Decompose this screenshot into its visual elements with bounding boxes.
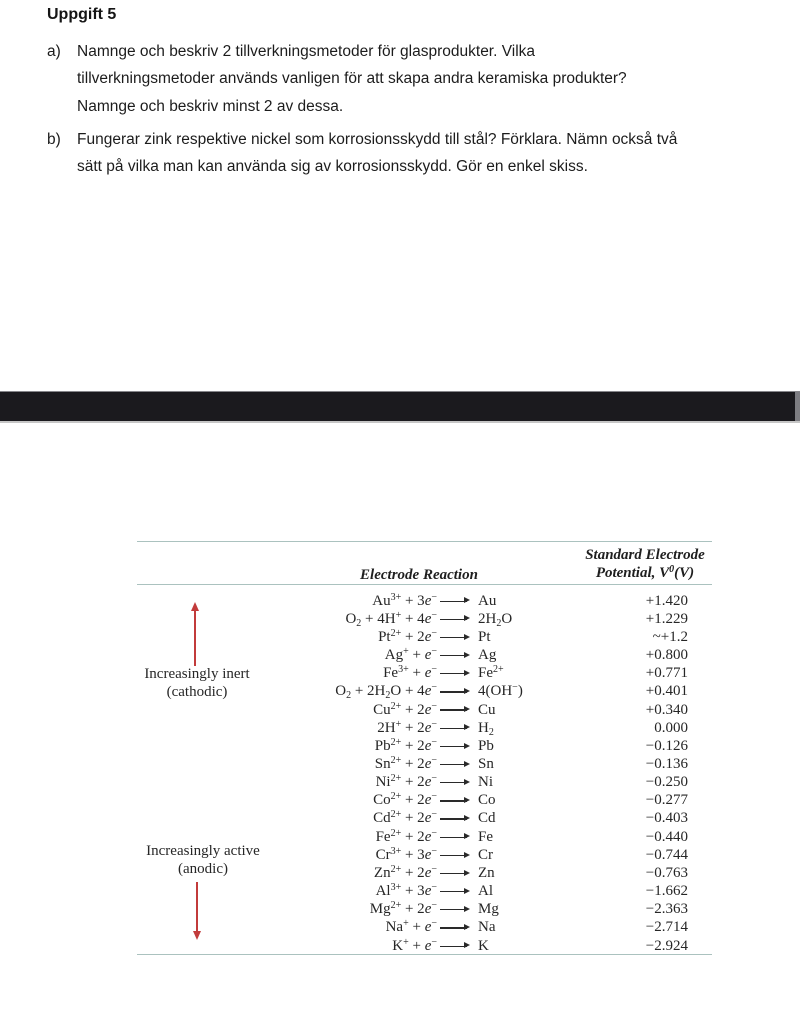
reaction-products: Al bbox=[478, 883, 493, 900]
long-right-arrow-icon bbox=[440, 832, 470, 842]
reaction-reactants: $Zn^{2+} + 2e^-$ bbox=[373, 863, 437, 881]
reaction-products: Pt bbox=[478, 628, 491, 645]
standard-potential-value: −0.403 bbox=[645, 810, 688, 827]
long-right-arrow-icon bbox=[440, 614, 470, 624]
question-text-line: Namnge och beskriv 2 tillverkningsmetoder för glasprodukter. Vilka bbox=[77, 43, 536, 60]
column-header-standard-potential bbox=[578, 547, 712, 582]
reaction-arrow-cell bbox=[437, 666, 473, 681]
reaction-reactants: $Cr^{3+} + 3e^-$ bbox=[375, 845, 437, 863]
reaction-row bbox=[137, 737, 712, 755]
question-a-label: a) bbox=[47, 43, 61, 60]
standard-potential-value: −0.250 bbox=[645, 774, 688, 791]
reaction-reactants: 2H+ + 2e− bbox=[377, 718, 437, 736]
reaction-products: Au bbox=[478, 592, 497, 609]
reaction-arrow-cell bbox=[437, 884, 473, 899]
reaction-arrow-cell bbox=[437, 848, 473, 863]
reaction-row bbox=[137, 610, 712, 628]
reaction-products: Cu bbox=[478, 701, 496, 718]
reaction-row bbox=[137, 646, 712, 664]
reaction-row bbox=[137, 937, 712, 955]
standard-potential-value: −1.662 bbox=[645, 883, 688, 900]
standard-potential-value: +0.401 bbox=[645, 683, 688, 700]
reaction-reactants: $Au^{3+} + 3e^-$ bbox=[372, 591, 437, 609]
reaction-row bbox=[137, 792, 712, 810]
reaction-arrow-cell bbox=[437, 757, 473, 772]
reaction-arrow-cell bbox=[437, 703, 473, 718]
reaction-reactants: Ag+ + e− bbox=[384, 646, 437, 664]
reaction-arrow-cell bbox=[437, 630, 473, 645]
column-header-electrode-reaction: Electrode Reaction bbox=[360, 567, 478, 583]
reaction-products: Pb bbox=[478, 737, 494, 754]
reaction-products: 4(OH−) bbox=[478, 682, 523, 700]
long-right-arrow-icon bbox=[440, 814, 470, 824]
reaction-products: Cd bbox=[478, 810, 496, 827]
active-label-line2: (anodic) bbox=[178, 860, 228, 877]
standard-potential-value: +1.420 bbox=[645, 592, 688, 609]
reaction-reactants: $O_2 + 4H^+ + 4e^-$ bbox=[345, 609, 437, 629]
reaction-arrow-cell bbox=[437, 648, 473, 663]
reaction-products: Sn bbox=[478, 755, 494, 772]
active-axis-label bbox=[137, 843, 269, 878]
standard-potential-value: +0.771 bbox=[645, 665, 688, 682]
long-right-arrow-icon bbox=[440, 905, 470, 915]
reaction-products: Ni bbox=[478, 774, 493, 791]
standard-potential-value: −0.763 bbox=[645, 864, 688, 881]
reaction-rows bbox=[137, 592, 712, 955]
reaction-reactants: K+ + e− bbox=[392, 936, 437, 954]
standard-potential-value: −0.136 bbox=[645, 755, 688, 772]
question-text-line: Namnge och beskriv minst 2 av dessa. bbox=[77, 97, 344, 115]
question-a bbox=[47, 38, 627, 120]
reaction-products: Na bbox=[478, 919, 496, 936]
separator-bar-edge bbox=[795, 392, 800, 421]
reaction-reactants: $Pt^{2+} + 2e^-$ bbox=[378, 627, 437, 645]
bottom-rule bbox=[137, 954, 712, 955]
long-right-arrow-icon bbox=[440, 687, 470, 697]
reaction-products: Ag bbox=[478, 647, 497, 664]
reaction-row bbox=[137, 701, 712, 719]
standard-potential-value: ~+1.2 bbox=[652, 628, 688, 645]
column-header-potential-line1: Standard Electrode bbox=[585, 547, 705, 563]
reaction-reactants: $Cu^{2+} + 2e^-$ bbox=[373, 700, 437, 718]
reaction-arrow-cell bbox=[437, 920, 473, 935]
long-right-arrow-icon bbox=[440, 778, 470, 788]
reaction-arrow-cell bbox=[437, 721, 473, 736]
reaction-reactants: $Mg^{2+} + 2e^-$ bbox=[369, 900, 437, 918]
long-right-arrow-icon bbox=[440, 669, 470, 679]
question-b-label: b) bbox=[47, 131, 61, 148]
reaction-products: Fe bbox=[478, 828, 493, 845]
question-text-line: tillverkningsmetoder används vanligen för att skapa andra keramiska produkter? bbox=[77, 70, 627, 88]
reaction-row bbox=[137, 901, 712, 919]
long-right-arrow-icon bbox=[440, 760, 470, 770]
reaction-products: $Fe^{2+}$ bbox=[478, 664, 504, 682]
standard-potential-value: −0.126 bbox=[645, 737, 688, 754]
column-header-potential-line2: Potential, $V^0(V)$ bbox=[595, 563, 695, 581]
reaction-products: Zn bbox=[478, 864, 495, 881]
active-label-line1: Increasingly active bbox=[146, 843, 260, 859]
reaction-arrow-cell bbox=[437, 939, 473, 954]
separator-bar bbox=[0, 391, 800, 421]
reaction-arrow-cell bbox=[437, 684, 473, 699]
reaction-arrow-cell bbox=[437, 775, 473, 790]
reaction-arrow-cell bbox=[437, 594, 473, 609]
question-b bbox=[47, 126, 677, 181]
long-right-arrow-icon bbox=[440, 632, 470, 642]
reaction-arrow-cell bbox=[437, 902, 473, 917]
reaction-row bbox=[137, 883, 712, 901]
standard-potential-value: +0.340 bbox=[645, 701, 688, 718]
electrode-potential-table bbox=[137, 541, 712, 956]
reaction-arrow-cell bbox=[437, 793, 473, 808]
question-text-line: sätt på vilka man kan använda sig av korrosionsskydd. Gör en enkel skiss. bbox=[77, 158, 588, 176]
standard-potential-value: −2.714 bbox=[645, 919, 688, 936]
standard-potential-value: +0.800 bbox=[645, 647, 688, 664]
reaction-reactants: $Pb^{2+} + 2e^-$ bbox=[374, 736, 437, 754]
reaction-row bbox=[137, 919, 712, 937]
reaction-reactants: $Sn^{2+} + 2e^-$ bbox=[374, 754, 437, 772]
long-right-arrow-icon bbox=[440, 596, 470, 606]
page-title: Uppgift 5 bbox=[47, 6, 117, 23]
long-right-arrow-icon bbox=[440, 868, 470, 878]
long-right-arrow-icon bbox=[440, 850, 470, 860]
long-right-arrow-icon bbox=[440, 796, 470, 806]
reaction-arrow-cell bbox=[437, 811, 473, 826]
reaction-arrow-cell bbox=[437, 866, 473, 881]
inert-label-line1: Increasingly inert bbox=[144, 666, 250, 682]
long-right-arrow-icon bbox=[440, 705, 470, 715]
long-right-arrow-icon bbox=[440, 723, 470, 733]
question-text-line: Fungerar zink respektive nickel som korrosionsskydd till stål? Förklara. Nämn också två bbox=[77, 131, 678, 148]
standard-potential-value: −0.744 bbox=[645, 846, 688, 863]
standard-potential-value: −2.363 bbox=[645, 901, 688, 918]
up-arrow-icon bbox=[194, 610, 196, 666]
reaction-products: K bbox=[478, 937, 489, 954]
reaction-arrow-cell bbox=[437, 612, 473, 627]
reaction-reactants: $Co^{2+} + 2e^-$ bbox=[373, 791, 437, 809]
question-b-text bbox=[77, 126, 677, 181]
reaction-row bbox=[137, 719, 712, 737]
question-a-text bbox=[77, 38, 627, 120]
long-right-arrow-icon bbox=[440, 941, 470, 951]
reaction-row bbox=[137, 592, 712, 610]
standard-potential-value: −0.277 bbox=[645, 792, 688, 809]
long-right-arrow-icon bbox=[440, 741, 470, 751]
reaction-products: $2H_2O$ bbox=[478, 610, 513, 629]
standard-potential-value: −2.924 bbox=[645, 937, 688, 954]
standard-potential-value: −0.440 bbox=[645, 828, 688, 845]
reaction-row bbox=[137, 755, 712, 773]
reaction-products: Cr bbox=[478, 846, 493, 863]
down-arrow-icon bbox=[196, 882, 198, 932]
long-right-arrow-icon bbox=[440, 923, 470, 933]
header-rule bbox=[137, 584, 712, 585]
reaction-row bbox=[137, 810, 712, 828]
reaction-reactants: $Al^{3+} + 3e^-$ bbox=[375, 882, 437, 900]
reaction-reactants: Na+ + e− bbox=[385, 918, 437, 936]
inert-axis-label bbox=[139, 666, 255, 701]
standard-potential-value: 0.000 bbox=[654, 719, 688, 736]
reaction-arrow-cell bbox=[437, 830, 473, 845]
reaction-row bbox=[137, 628, 712, 646]
reaction-products: Mg bbox=[478, 901, 499, 918]
inert-label-line2: (cathodic) bbox=[166, 683, 228, 700]
long-right-arrow-icon bbox=[440, 887, 470, 897]
reaction-reactants: $Fe^{2+} + 2e^-$ bbox=[375, 827, 437, 845]
reaction-reactants: $Cd^{2+} + 2e^-$ bbox=[373, 809, 437, 827]
reaction-row bbox=[137, 774, 712, 792]
reaction-reactants: $O_2 + 2H_2O + 4e^-$ bbox=[335, 682, 437, 702]
reaction-reactants: $Fe^{3+} + e^-$ bbox=[383, 664, 437, 682]
long-right-arrow-icon bbox=[440, 651, 470, 661]
reaction-reactants: $Ni^{2+} + 2e^-$ bbox=[375, 773, 437, 791]
reaction-products: Co bbox=[478, 792, 496, 809]
reaction-products: $H_2$ bbox=[478, 719, 494, 738]
reaction-arrow-cell bbox=[437, 739, 473, 754]
standard-potential-value: +1.229 bbox=[645, 610, 688, 627]
